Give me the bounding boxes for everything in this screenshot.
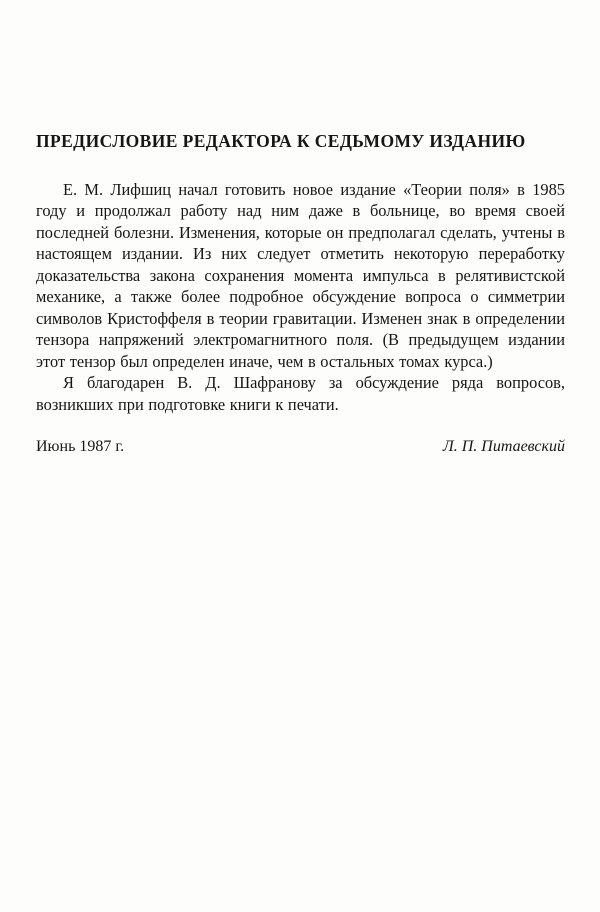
- byline-row: [36, 438, 565, 456]
- author-signature: Л. П. Питаевский: [442, 438, 565, 456]
- page-title: ПРЕДИСЛОВИЕ РЕДАКТОРА К СЕДЬМОМУ ИЗДАНИЮ: [36, 131, 526, 151]
- date-text: Июнь 1987 г.: [36, 438, 125, 456]
- paragraph: Я благодарен В. Д. Шафранову за обсуждение ряда вопросов, возникших при подготовке книги к печати.: [36, 373, 565, 414]
- preface-body: [36, 179, 565, 416]
- paragraph: Е. М. Лифшиц начал готовить новое издание «Теории поля» в 1985 году и продолжал работу над ним даже в больнице, во время своей последней болезни. Изменения, которые он предполагал сделать, учтены в настоящем издании. Из них следует отметить некоторую переработку доказательства закона сохранения момента импульса в релятивистской механике, а также более подробное обсуждение вопроса о симметрии символов Кристоффеля в теории гравитации. Изменен знак в определении тензора напряжений электромагнитного поля. (В предыдущем издании этот тензор был определен иначе, чем в остальных томах курса.): [36, 179, 565, 371]
